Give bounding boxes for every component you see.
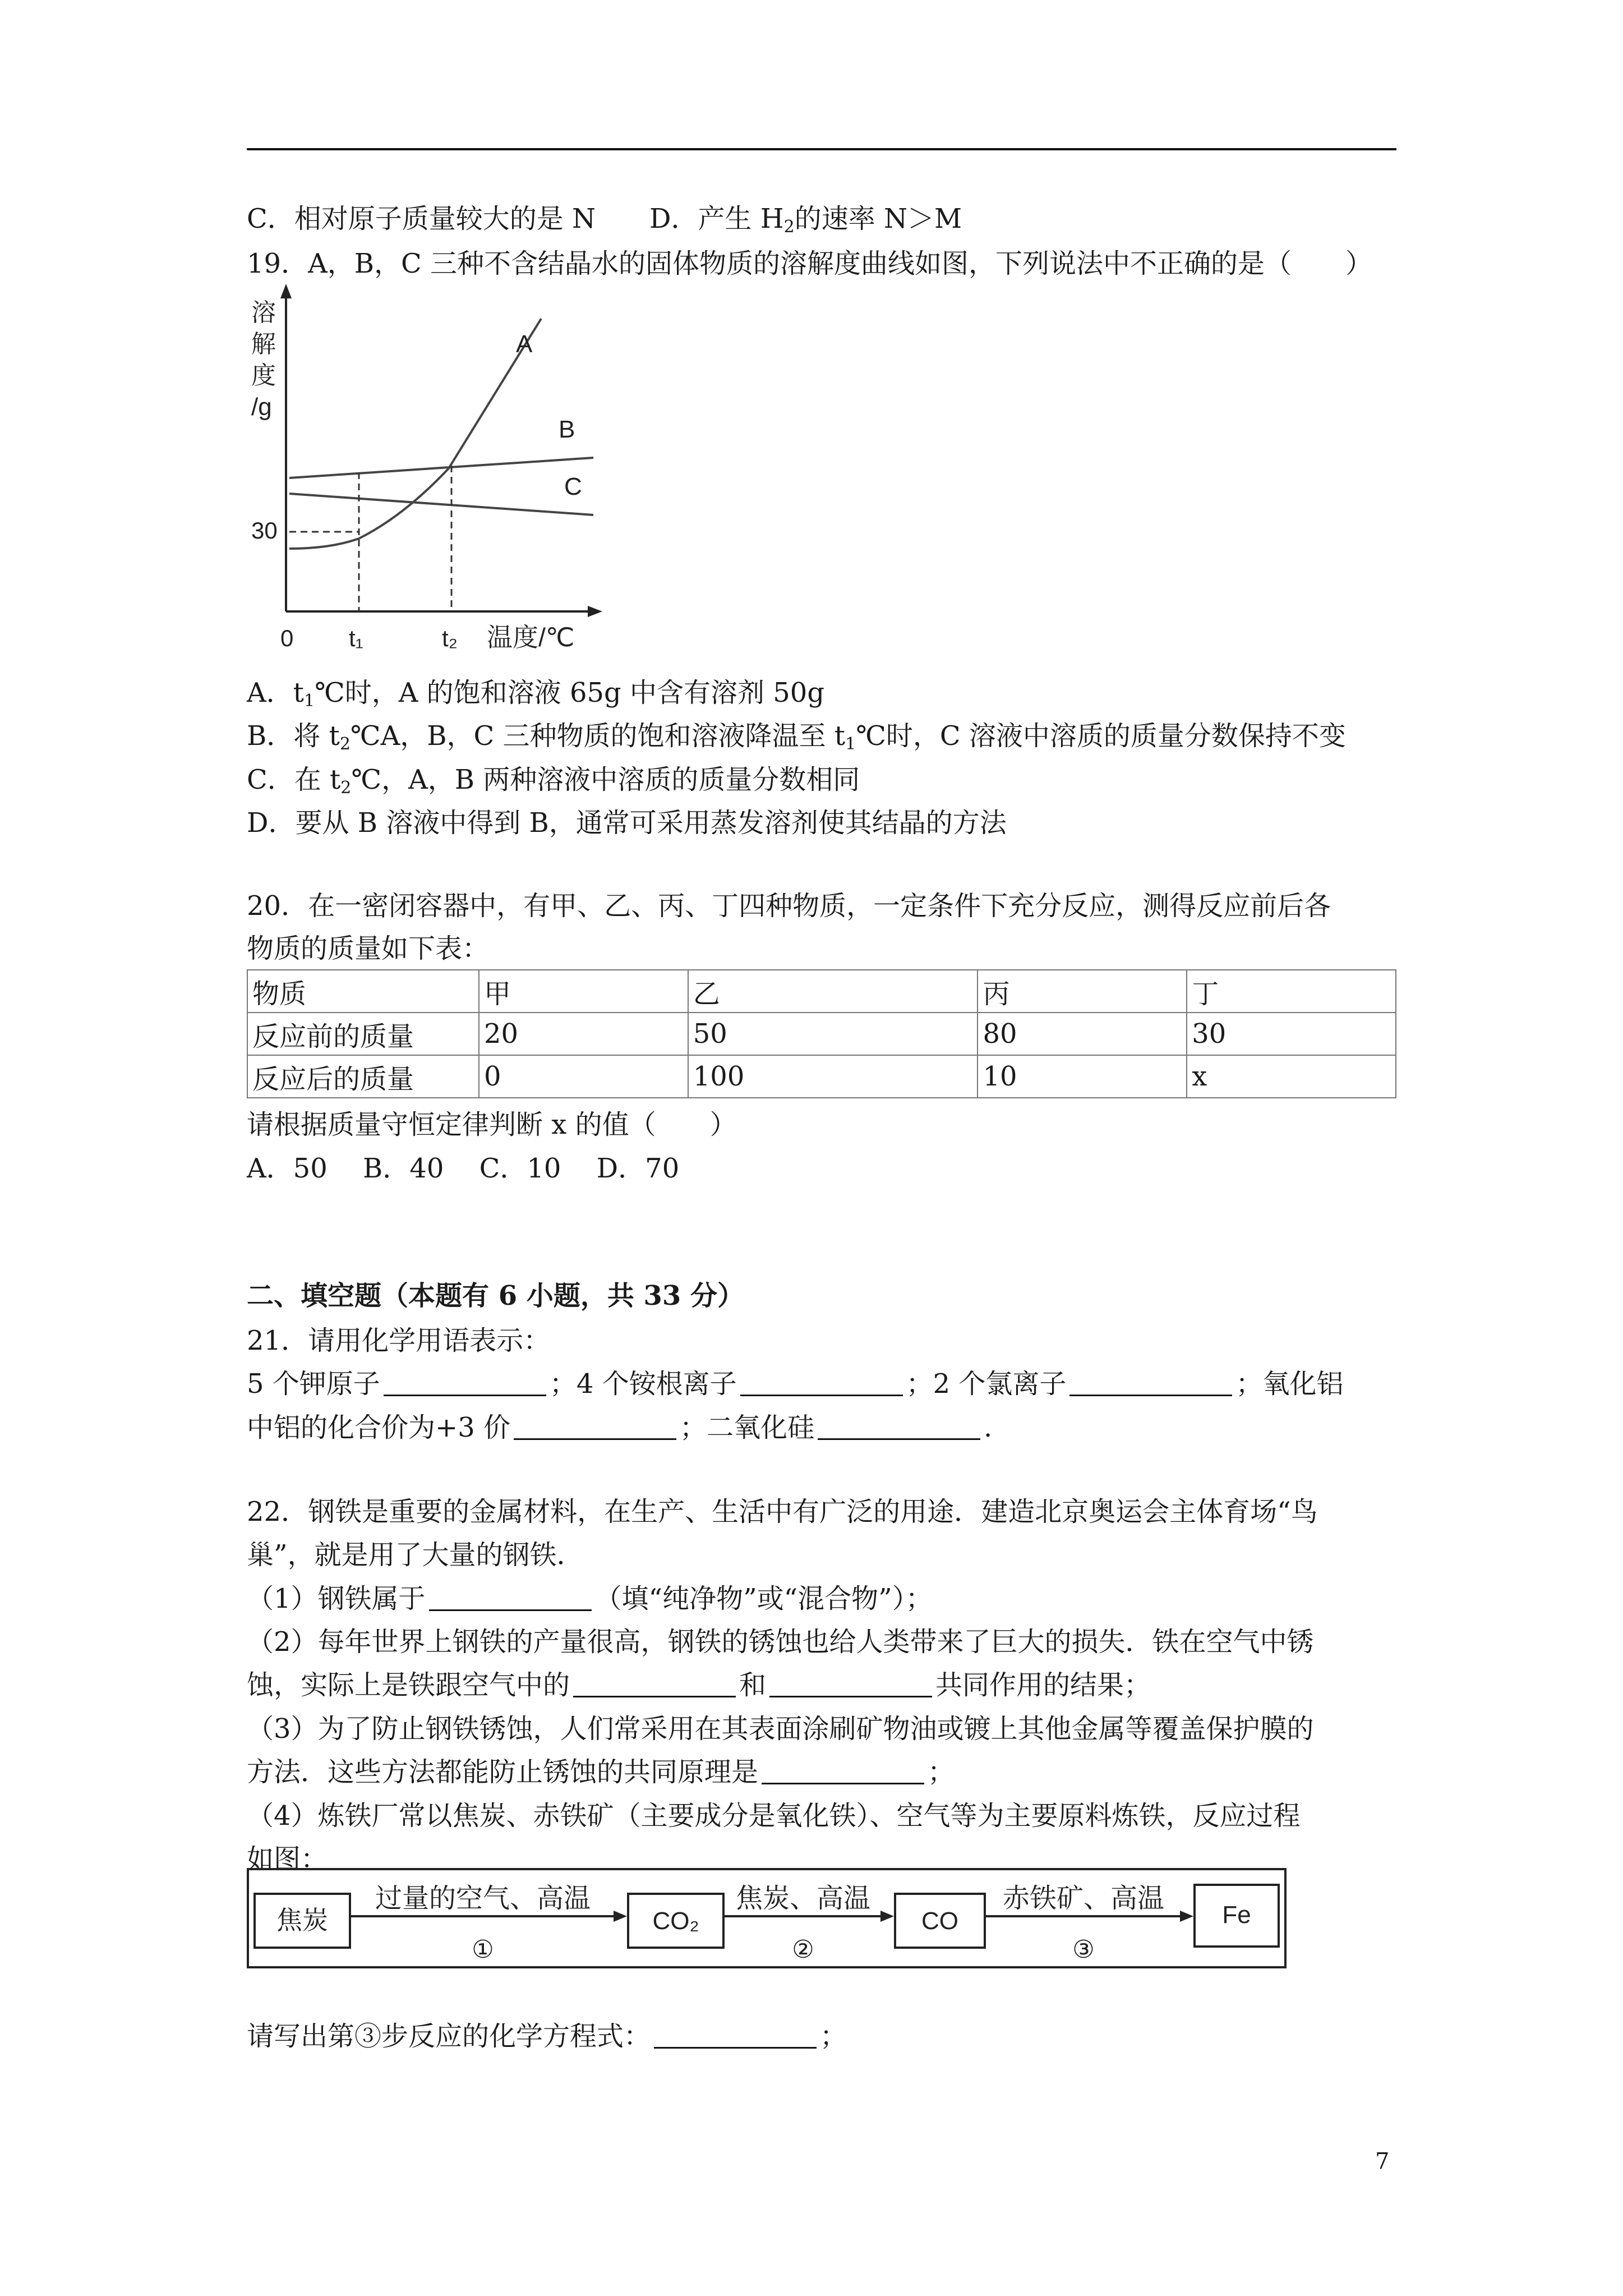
table-cell: 30 bbox=[1187, 1013, 1396, 1055]
solubility-graph bbox=[247, 280, 606, 662]
y-label-char-2: 解 bbox=[251, 330, 276, 358]
page-number: 7 bbox=[1375, 2148, 1390, 2174]
x-tick-t1: t₁ bbox=[349, 625, 363, 651]
table-cell: 20 bbox=[479, 1013, 688, 1055]
q21-line2: 中铝的化合价为+3 价 ；二氧化硅 . bbox=[247, 1412, 993, 1443]
table-cell: 甲 bbox=[479, 970, 688, 1013]
flow-arrow-2-label: 焦炭、高温 bbox=[735, 1884, 871, 1913]
flow-step-2: ② bbox=[792, 1936, 814, 1963]
header-rule bbox=[247, 148, 1396, 150]
q18-options-cd: C．相对原子质量较大的是 N D．产生 $H_2$的速率 N＞M bbox=[247, 203, 962, 237]
answer-blank[interactable] bbox=[769, 1671, 932, 1697]
q22-part2-line1: （2）每年世界上钢铁的产量很高，钢铁的锈蚀也给人类带来了巨大的损失．铁在空气中锈 bbox=[247, 1626, 1314, 1658]
table-cell: x bbox=[1187, 1055, 1396, 1098]
q19-option-b: B．将 $t_2℃A$，B，C 三种物质的饱和溶液降温至 $t_1℃$时，C 溶液中溶质的质量分数保持不变 bbox=[247, 720, 1346, 754]
answer-blank[interactable] bbox=[514, 1414, 676, 1440]
table-row bbox=[247, 1013, 1396, 1055]
x-axis-arrow bbox=[588, 606, 602, 617]
flow-box-coke-label: 焦炭 bbox=[276, 1906, 328, 1935]
flow-box-fe-label: Fe bbox=[1222, 1901, 1251, 1929]
q19-option-a: A．$t_1℃$时，A 的饱和溶液 65g 中含有溶剂 50g bbox=[247, 677, 825, 711]
answer-blank[interactable] bbox=[384, 1370, 546, 1396]
flow-arrowhead-3 bbox=[1180, 1911, 1193, 1922]
q20-options: A．50 B．40 C．10 D．70 bbox=[247, 1153, 680, 1184]
answer-blank[interactable] bbox=[740, 1370, 903, 1396]
table-cell: 80 bbox=[978, 1013, 1187, 1055]
answer-blank[interactable] bbox=[429, 1585, 592, 1611]
table-cell: 0 bbox=[479, 1055, 688, 1098]
curve-b-label: B bbox=[559, 416, 575, 443]
y-label-char-4: /g bbox=[251, 393, 272, 421]
q22-part4-line2: 如图： bbox=[247, 1843, 328, 1875]
q22-part1: （1）钢铁属于 （填“纯净物”或“混合物”）； bbox=[247, 1583, 933, 1614]
curve-a-label: A bbox=[516, 330, 533, 358]
curve-a bbox=[289, 319, 541, 549]
answer-blank[interactable] bbox=[1069, 1370, 1232, 1396]
flow-step-3: ③ bbox=[1072, 1936, 1095, 1963]
table-cell: 反应后的质量 bbox=[247, 1055, 479, 1098]
flow-arrowhead-1 bbox=[614, 1911, 627, 1922]
answer-blank[interactable] bbox=[654, 2022, 817, 2049]
table-cell: 10 bbox=[978, 1055, 1187, 1098]
flow-box-co2-label: CO₂ bbox=[652, 1907, 699, 1935]
q21-line1: 5 个钾原子 ；4 个铵根离子 ；2 个氯离子 ；氧化铝 bbox=[247, 1368, 1344, 1400]
table-cell: 100 bbox=[688, 1055, 978, 1098]
q22-equation-prompt: 请写出第③步反应的化学方程式： ； bbox=[247, 2021, 847, 2052]
flow-arrow-1-label: 过量的空气、高温 bbox=[375, 1884, 591, 1913]
answer-blank[interactable] bbox=[818, 1414, 980, 1440]
q20-prompt: 请根据质量守恒定律判断 x 的值（ ） bbox=[247, 1109, 737, 1140]
q22-part3-line1: （3）为了防止钢铁锈蚀，人们常采用在其表面涂刷矿物油或镀上其他金属等覆盖保护膜的 bbox=[247, 1713, 1314, 1745]
table-cell: 50 bbox=[688, 1013, 978, 1055]
flow-arrow-3-label: 赤铁矿、高温 bbox=[1002, 1884, 1165, 1913]
table-cell: 丙 bbox=[978, 970, 1187, 1013]
q21-stem: 21．请用化学用语表示： bbox=[247, 1325, 551, 1356]
section-heading: 二、填空题（本题有 6 小题，共 33 分） bbox=[247, 1280, 745, 1312]
y-axis-arrow bbox=[280, 284, 292, 298]
y-tick-30: 30 bbox=[251, 517, 278, 544]
table-cell: 反应前的质量 bbox=[247, 1013, 479, 1055]
x-origin: 0 bbox=[280, 625, 294, 651]
q19-option-d: D．要从 B 溶液中得到 B，通常可采用蒸发溶剂使其结晶的方法 bbox=[247, 807, 1007, 839]
y-label-char-3: 度 bbox=[251, 362, 276, 389]
flow-step-1: ① bbox=[472, 1936, 494, 1963]
table-row bbox=[247, 1055, 1396, 1098]
mass-table bbox=[247, 969, 1396, 1098]
y-label-char-1: 溶 bbox=[251, 299, 276, 326]
table-cell: 丁 bbox=[1187, 970, 1396, 1013]
ironmaking-flow-diagram bbox=[247, 1868, 1290, 1975]
x-tick-t2: t₂ bbox=[442, 625, 458, 651]
table-row bbox=[247, 970, 1396, 1013]
q22-part4-line1: （4）炼铁厂常以焦炭、赤铁矿（主要成分是氧化铁）、空气等为主要原料炼铁，反应过程 bbox=[247, 1800, 1301, 1832]
answer-blank[interactable] bbox=[573, 1671, 736, 1697]
flow-arrowhead-2 bbox=[880, 1911, 894, 1922]
table-cell: 乙 bbox=[688, 970, 978, 1013]
q22-part2-line2: 蚀，实际上是铁跟空气中的 和 共同作用的结果； bbox=[247, 1669, 1151, 1701]
solubility-axes bbox=[286, 292, 594, 611]
q22-stem-line1: 22．钢铁是重要的金属材料，在生产、生活中有广泛的用途．建造北京奥运会主体育场“鸟 bbox=[247, 1496, 1318, 1527]
q19-stem: 19．A，B，C 三种不含结晶水的固体物质的溶解度曲线如图，下列说法中不正确的是（ ） bbox=[247, 248, 1373, 279]
curve-c bbox=[289, 494, 593, 515]
q20-stem-line1: 20．在一密闭容器中，有甲、乙、丙、丁四种物质，一定条件下充分反应，测得反应前后各 bbox=[247, 890, 1331, 922]
flow-box-co-label: CO bbox=[921, 1907, 958, 1935]
q22-stem-line2: 巢”，就是用了大量的钢铁． bbox=[247, 1539, 584, 1571]
x-axis-label: 温度/℃ bbox=[487, 623, 575, 652]
answer-blank[interactable] bbox=[762, 1758, 924, 1784]
curve-c-label: C bbox=[564, 473, 582, 500]
q20-stem-line2: 物质的质量如下表： bbox=[247, 933, 490, 964]
q22-part3-line2: 方法．这些方法都能防止锈蚀的共同原理是 ； bbox=[247, 1756, 955, 1788]
table-cell: 物质 bbox=[247, 970, 479, 1013]
q19-option-c: C．在 $t_2℃$，A，B 两种溶液中溶质的质量分数相同 bbox=[247, 764, 860, 798]
dashed-guides bbox=[289, 466, 451, 611]
